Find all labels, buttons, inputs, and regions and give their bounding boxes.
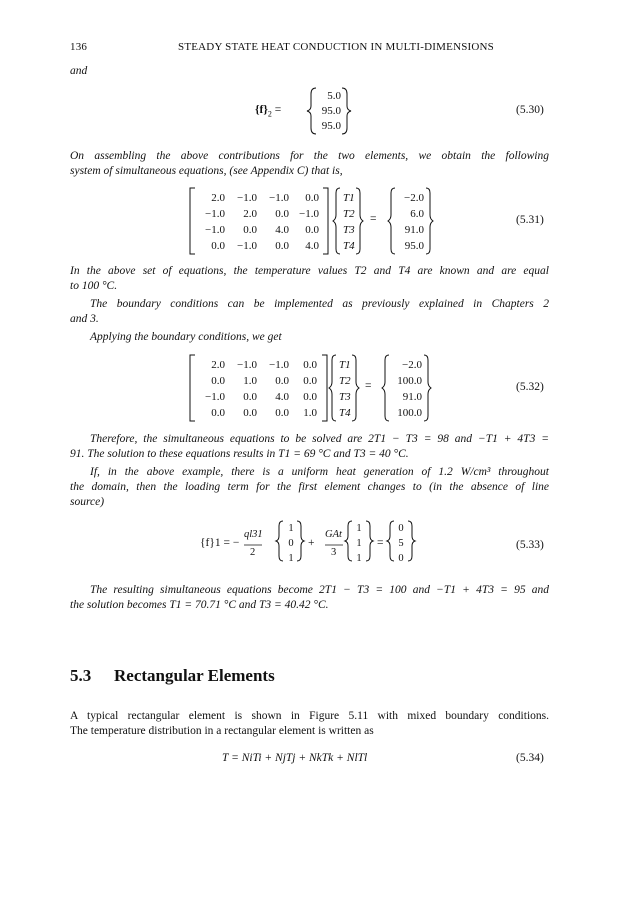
eq530-number: (5.30) [516,104,544,116]
eq532-unknown-right-brace [352,355,359,421]
eq533-vec3-left-brace [387,521,394,561]
eq533-plus: + [308,537,315,549]
para2-line3: The boundary conditions can be implemented as previously explained in Chapters 2 [90,298,549,310]
eq531-unknown-left-brace [333,188,340,254]
para2-line1: In the above set of equations, the temperature values T2 and T4 are known and are equal [70,265,549,277]
para3-line4: the domain, then the loading term for the first element changes to (in the absence of line [70,481,549,493]
para3-line1: Therefore, the simultaneous equations to be solved are 2T1 − T3 = 98 and −T1 + 4T3 = [90,433,549,445]
eq531-rhs: −2.0 6.0 91.0 95.0 [404,192,424,252]
eq533-frac1-den: 2 [250,547,256,558]
eq532-equals: = [365,380,372,392]
eq532-rhs: −2.0 100.0 91.0 100.0 [397,359,422,419]
eq534-number: (5.34) [516,752,544,764]
para3-line2: 91. The solution to these equations results in T1 = 69 °C and T3 = 40 °C. [70,448,409,460]
eq533-number: (5.33) [516,539,544,551]
eq530-right-brace [342,88,351,134]
eq532-matrix-right-bracket [322,355,327,421]
eq532-unknowns: T1 T2 T3 T4 [339,359,351,419]
para4-line2: the solution becomes T1 = 70.71 °C and T3 = 40.42 °C. [70,599,329,611]
para3-line3: If, in the above example, there is a uniform heat generation of 1.2 W/cm³ throughout [90,466,549,478]
eq533-frac2-den: 3 [331,547,337,558]
eq533-lhs: {f}1 = − [200,537,240,549]
running-title: STEADY STATE HEAT CONDUCTION IN MULTI-DIMENSIONS [178,41,494,53]
para2-line5: Applying the boundary conditions, we get [90,331,282,343]
eq533-frac2-num: GAt [325,529,342,540]
eq533-vec1-right-brace [297,521,304,561]
eq531-matrix-right-bracket [323,188,328,254]
para2-line2: to 100 °C. [70,280,118,292]
para4-line1: The resulting simultaneous equations become 2T1 − T3 = 100 and −T1 + 4T3 = 95 and [90,584,549,596]
para1-line2: system of simultaneous equations, (see Appendix C) that is, [70,165,343,177]
eq531-unknowns: T1 T2 T3 T4 [343,192,355,252]
para2-line4: and 3. [70,313,99,325]
eq532-unknown-left-brace [329,355,336,421]
eq532-matrix: 2.0 −1.0 −1.0 0.0 0.0 1.0 0.0 0.0 −1.0 0.0 4.0 0.0 0.0 0.0 0.0 1.0 [205,359,317,419]
eq533-vec3-right-brace [408,521,415,561]
eq532-rhs-right-brace [424,355,431,421]
eq534-expression: T = NiTi + NjTj + NkTk + NlTl [222,752,368,764]
eq531-number: (5.31) [516,214,544,226]
para1-line1: On assembling the above contributions for the two elements, we obtain the following [70,150,549,162]
page-number: 136 [70,41,88,53]
eq533-vec1: 1 0 1 [288,523,294,564]
eq530-left-brace [307,88,316,134]
para5-line2: The temperature distribution in a rectangular element is written as [70,725,374,737]
eq532-number: (5.32) [516,381,544,393]
eq530-label: $\{f\}_2$ = [255,104,282,119]
eq533-vec3: 0 5 0 [398,523,404,564]
eq531-equals: = [370,213,377,225]
para5-line1: A typical rectangular element is shown in Figure 5.11 with mixed boundary conditions. [70,710,549,722]
para3-line5: source) [70,496,105,508]
eq531-rhs-right-brace [426,188,433,254]
eq531-matrix: 2.0 −1.0 −1.0 0.0 −1.0 2.0 0.0 −1.0 −1.0 0.0 4.0 0.0 0.0 −1.0 0.0 4.0 [205,192,319,252]
eq533-equals: = [377,537,384,549]
text-and: and [70,65,88,77]
eq533-frac1-num: ql31 [244,529,263,540]
eq532-rhs-left-brace [382,355,389,421]
section-number: 5.3 [70,666,92,685]
eq533-vec2-right-brace [366,521,373,561]
eq533-vec2-left-brace [345,521,352,561]
eq531-rhs-left-brace [388,188,395,254]
eq531-unknown-right-brace [356,188,363,254]
eq533-vec1-left-brace [276,521,283,561]
eq533-vec2: 1 1 1 [356,523,362,564]
section-title: Rectangular Elements [114,666,275,685]
eq530-vector: 5.0 95.0 95.0 [321,90,341,132]
